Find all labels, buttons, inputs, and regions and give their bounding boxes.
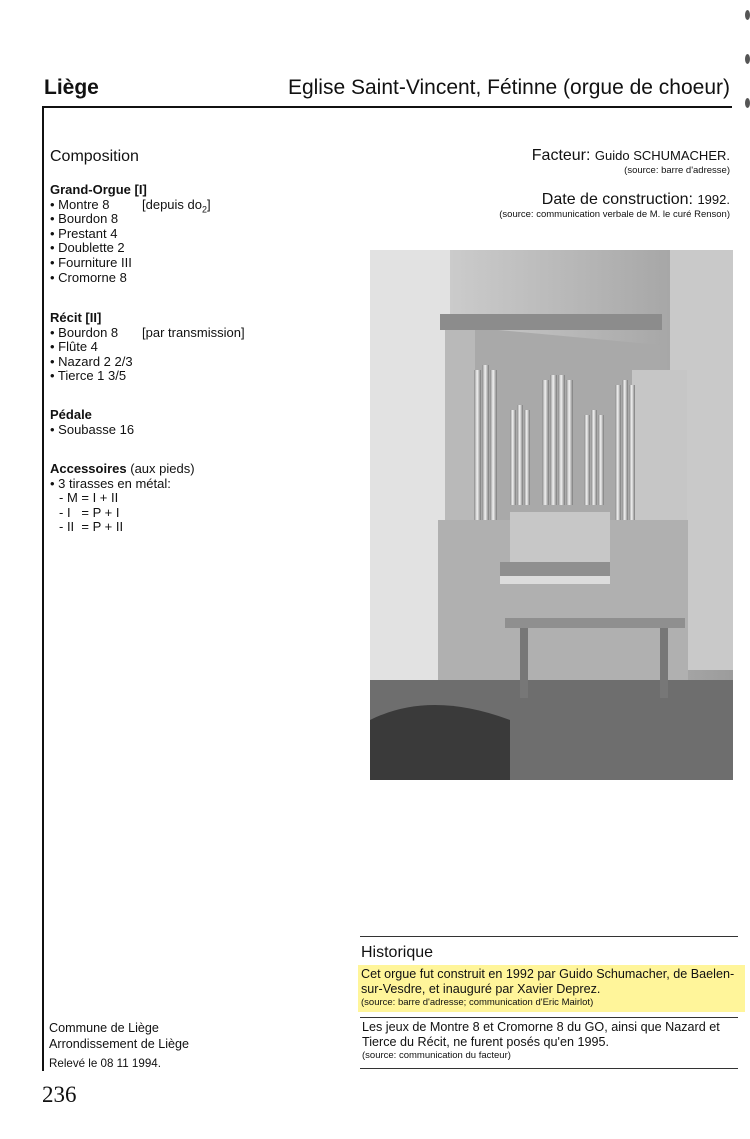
historique-separator: [360, 1017, 738, 1018]
header-rule: [42, 106, 732, 108]
date-source: (source: communication verbale de M. le curé Renson): [499, 209, 730, 220]
historique-text: Les jeux de Montre 8 et Cromorne 8 du GO, ainsi que Nazard et Tierce du Récit, ne furent posés qu'en 1995.: [362, 1020, 720, 1049]
historique-source: (source: communication du facteur): [362, 1050, 511, 1061]
facteur-label: Facteur:: [531, 147, 591, 164]
stop-item: • Tierce 1 3/5: [50, 368, 127, 384]
grand-orgue-title: Grand-Orgue [I]: [50, 182, 147, 197]
church-title: Eglise Saint-Vincent, Fétinne (orgue de choeur): [287, 76, 730, 99]
commune-text: Commune de Liège: [49, 1021, 159, 1035]
tirasse-item: - M = I + II: [59, 490, 119, 506]
recit-section: [50, 310, 245, 384]
historique-title: Historique: [361, 944, 434, 961]
stop-item: • Flûte 4: [50, 339, 98, 355]
commune-block: [49, 1020, 189, 1052]
composition-title: Composition: [50, 148, 139, 165]
historique-paragraph-highlight: [358, 965, 745, 1012]
left-rule: [42, 106, 44, 1071]
historique-bottom-rule: [360, 1068, 738, 1069]
stop-item: • Bourdon 8 [par transmission]: [50, 324, 245, 340]
grand-orgue-section: [50, 182, 211, 285]
stop-item: • Fourniture III: [50, 254, 132, 270]
stop-item: • Montre 8 [depuis $do_2$]: [50, 198, 147, 213]
historique-source: (source: barre d'adresse; communication d'Eric Mairlot): [361, 997, 594, 1008]
tirasse-item: - I = P + I: [59, 504, 120, 520]
organ-image: [370, 250, 733, 780]
accessoires-line: • 3 tirasses en métal:: [50, 475, 171, 491]
facteur-source: (source: barre d'adresse): [624, 165, 730, 176]
pedale-section: [50, 408, 134, 437]
page-number: 236: [42, 1082, 77, 1107]
date-value: 1992.: [697, 192, 730, 207]
stop-item: • Doublette 2: [50, 240, 125, 256]
margin-marks: [742, 0, 750, 140]
pedale-title: Pédale: [50, 407, 92, 422]
stop-item: • Prestant 4: [50, 225, 118, 241]
stop-item: • Nazard 2 2/3: [50, 353, 133, 369]
recit-note: [par transmission]: [142, 324, 245, 340]
stop-item: • Cromorne 8: [50, 269, 127, 285]
recit-title: Récit [II]: [50, 310, 102, 325]
grand-orgue-note: [depuis $do_2$]: [142, 196, 211, 215]
historique-rule: [360, 936, 738, 937]
facteur-block: [532, 147, 730, 176]
stop-item: • Soubasse 16: [50, 421, 135, 437]
stop-item: • Bourdon 8: [50, 211, 119, 227]
historique-paragraph: [362, 1020, 740, 1062]
releve-date: Relevé le 08 11 1994.: [49, 1057, 161, 1070]
arrondissement-text: Arrondissement de Liège: [49, 1037, 190, 1051]
accessoires-heading: Accessoires (aux pieds): [50, 461, 195, 476]
accessoires-section: [50, 462, 195, 535]
historique-text: Cet orgue fut construit en 1992 par Guido Schumacher, de Baelen-sur-Vesdre, et inauguré par Xavier Deprez.: [361, 967, 735, 996]
date-block: [499, 191, 730, 220]
tirasse-item: - II = P + II: [59, 519, 124, 535]
city-title: Liège: [44, 76, 99, 99]
date-label: Date de construction:: [541, 191, 693, 208]
organ-photo: [370, 250, 733, 780]
facteur-value: Guido SCHUMACHER.: [594, 148, 730, 163]
